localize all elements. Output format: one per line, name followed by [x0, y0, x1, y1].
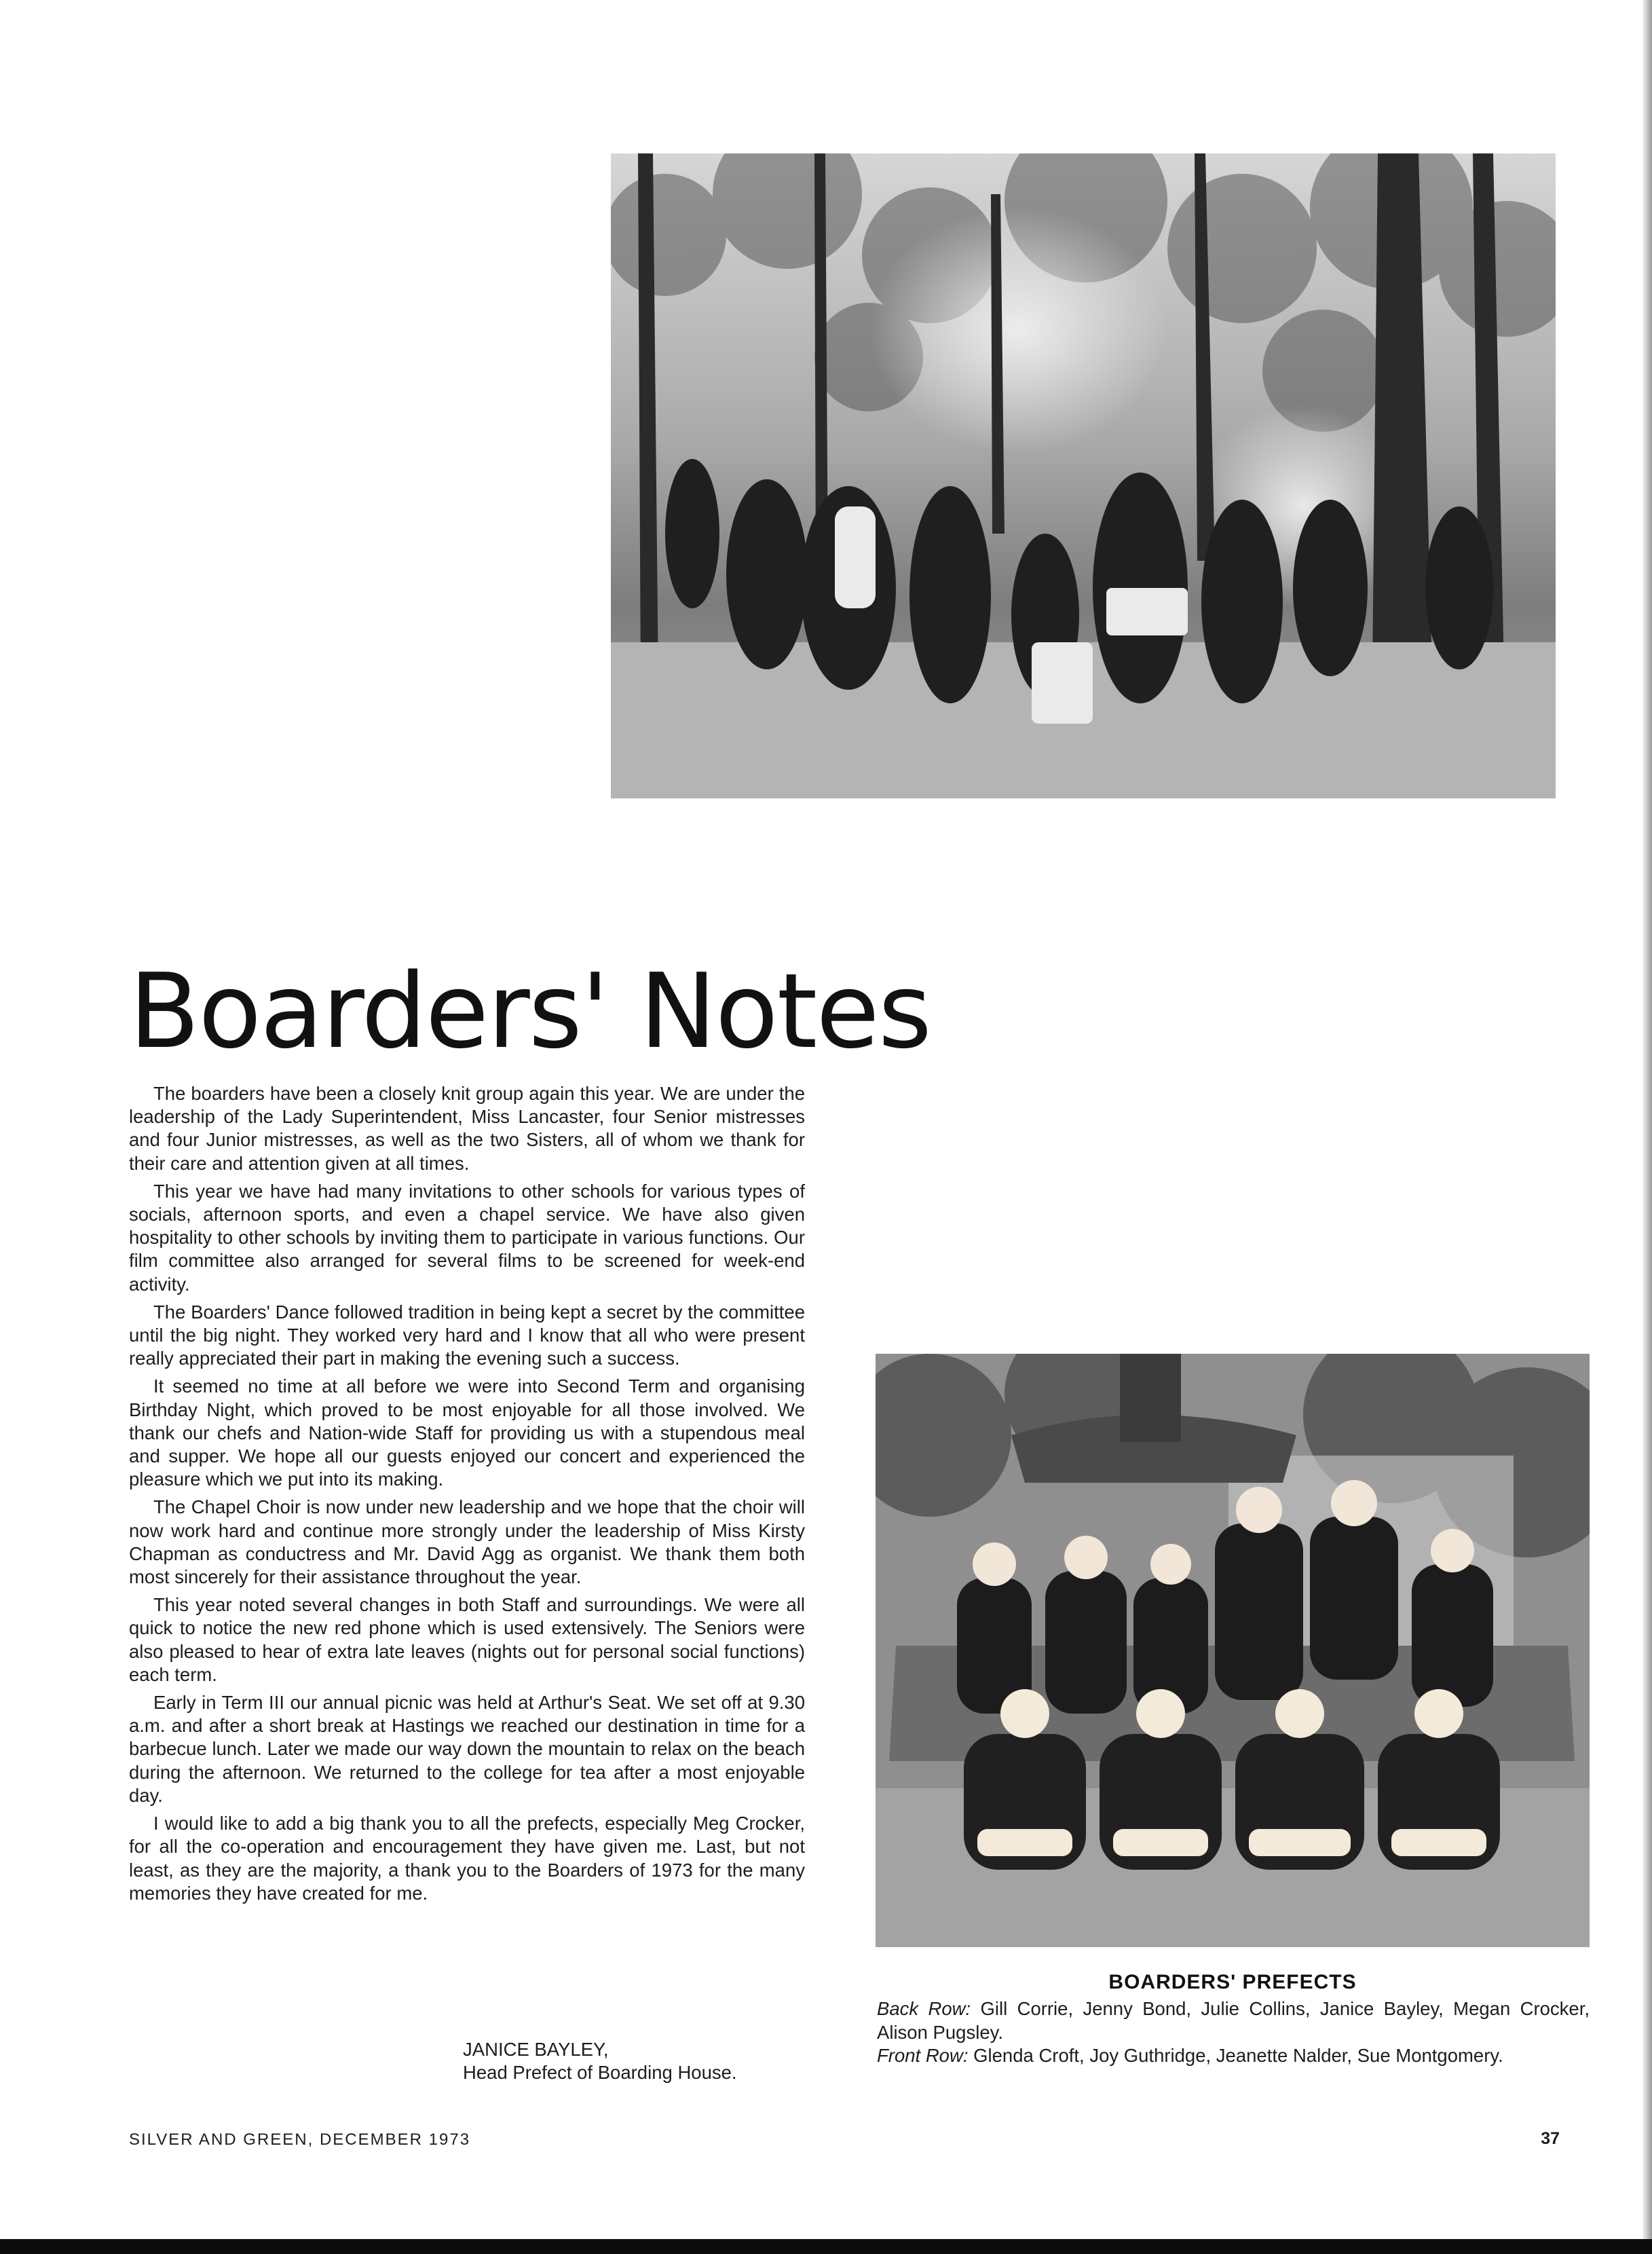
picnic-photo [611, 153, 1556, 798]
back-row-caption [877, 1997, 1590, 2044]
page-number: 37 [1541, 2129, 1560, 2148]
page-title: Boarders' Notes [129, 951, 931, 1071]
article-paragraph: This year noted several changes in both Staff and surroundings. We were all quick to notice the new red phone which is used extensively. The Seniors were also pleased to hear of extra late leaves (nights out for personal social functions) each term. [129, 1594, 805, 1685]
article-paragraph: I would like to add a big thank you to all the prefects, especially Meg Crocker, for all the co-operation and encouragement they have given me. Last, but not least, as they are the majority, a thank you to the Boarders of 1973 for the many memories they have created for me. [129, 1813, 805, 1904]
back-row-label: Back Row: [877, 1998, 971, 2019]
article-paragraph: The Chapel Choir is now under new leadership and we hope that the choir will now work hard and continue more strongly under the leadership of Miss Kirsty Chapman as conductress and Mr. David Agg as organist. We thank them both most sincerely for their assistance throughout the year. [129, 1496, 805, 1588]
prefects-caption-heading: BOARDERS' PREFECTS [1108, 1971, 1357, 1993]
page-edge-shadow [1642, 0, 1652, 2254]
article-paragraph: This year we have had many invitations to other schools for various types of socials, afternoon sports, and even a chapel service. We have also given hospitality to other schools by inviting them to participate in various functions. Our film committee also arranged for several films to be screened for week-end activity. [129, 1180, 805, 1295]
article-paragraph: It seemed no time at all before we were into Second Term and organising Birthday Night, which proved to be most enjoyable for all those involved. We thank our chefs and Nation-wide Staff for providing us with a stupendous meal and supper. We hope all our guests enjoyed our concert and experienced the pleasure which we put into its making. [129, 1375, 805, 1490]
back-row-names: Gill Corrie, Jenny Bond, Julie Collins, Janice Bayley, Megan Crocker, Alison Pugsley. [877, 1998, 1590, 2043]
article-paragraph: The Boarders' Dance followed tradition in being kept a secret by the committee until the big night. They worked very hard and I know that all who were present really appreciated their part in making the evening such a success. [129, 1301, 805, 1369]
article-paragraph: The boarders have been a closely knit group again this year. We are under the leadership of the Lady Superintendent, Miss Lancaster, four Senior mistresses and four Junior mistresses, as well as the two Sisters, all of whom we thank for their care and attention given at all times. [129, 1083, 805, 1174]
signature-name: JANICE BAYLEY, [463, 2039, 609, 2060]
prefects-caption [877, 1997, 1590, 2068]
front-row-caption [877, 2044, 1590, 2068]
scan-bottom-band [0, 2239, 1652, 2254]
front-row-names: Glenda Croft, Joy Guthridge, Jeanette Nalder, Sue Montgomery. [973, 2045, 1503, 2066]
footer-publication: SILVER AND GREEN, DECEMBER 1973 [129, 2130, 471, 2149]
signature-role: Head Prefect of Boarding House. [463, 2062, 737, 2083]
front-row-label: Front Row: [877, 2045, 969, 2066]
article-paragraph: Early in Term III our annual picnic was held at Arthur's Seat. We set off at 9.30 a.m. and after a short break at Hastings we reached our destination in time for a barbecue lunch. Later we made our way down the mountain to relax on the beach during the afternoon. We returned to the college for tea after a most enjoyable day. [129, 1692, 805, 1806]
signature-block [463, 2038, 816, 2084]
article-body [129, 1082, 805, 1910]
prefects-group-photo [876, 1354, 1590, 1947]
